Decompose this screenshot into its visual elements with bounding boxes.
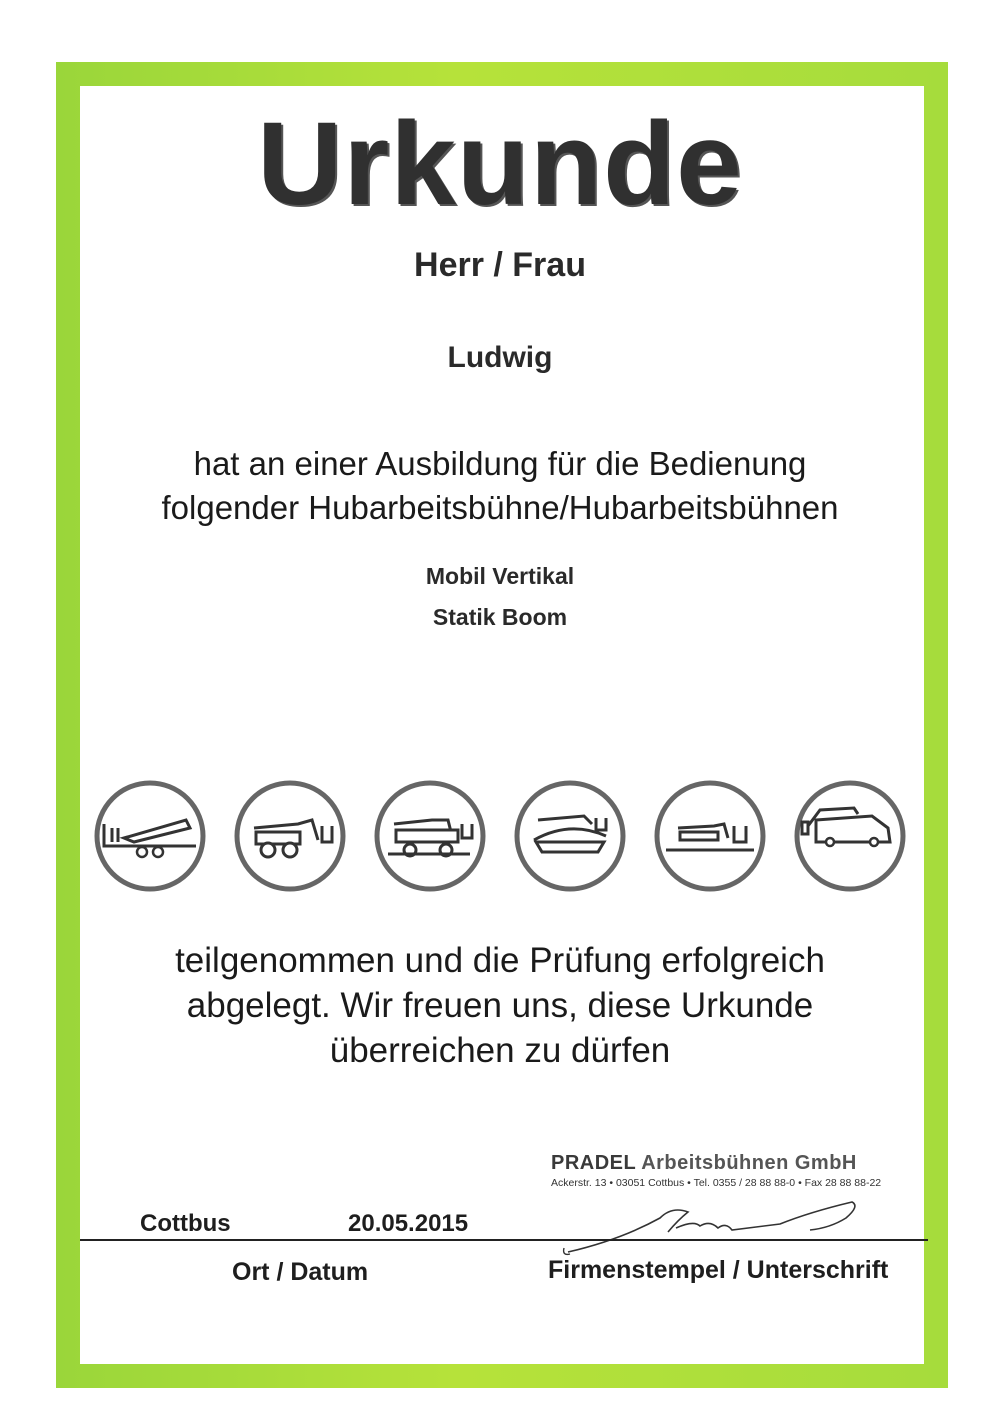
outro-line-3: überreichen zu dürfen	[329, 1031, 671, 1070]
platform-type-4-icon	[514, 780, 626, 892]
platform-type-5-icon	[654, 780, 766, 892]
platform-type-1-icon	[94, 780, 206, 892]
stamp-signature-label: Firmenstempel / Unterschrift	[548, 1256, 889, 1284]
salutation: Herr / Frau	[414, 246, 586, 284]
machine-type-1: Mobil Vertikal	[425, 563, 575, 589]
outro-line-2: abgelegt. Wir freuen uns, diese Urkunde	[186, 986, 814, 1025]
platform-type-3-icon	[374, 780, 486, 892]
company-suffix: Arbeitsbühnen GmbH	[641, 1152, 857, 1174]
certificate-title: Urkunde	[257, 98, 743, 230]
handwritten-signature	[560, 1192, 860, 1262]
outro-text	[0, 938, 1000, 1073]
place: Cottbus	[140, 1210, 231, 1237]
company-name: PRADEL	[551, 1152, 636, 1174]
machine-type-2: Statik Boom	[432, 604, 568, 630]
intro-line-2: folgender Hubarbeitsbühne/Hubarbeitsbühnen	[161, 489, 839, 526]
intro-text	[0, 442, 1000, 530]
intro-line-1: hat an einer Ausbildung für die Bedienung	[193, 445, 807, 482]
company-stamp-address: Ackerstr. 13 • 03051 Cottbus • Tel. 0355 / 28 88 88-0 • Fax 28 88 88-22	[551, 1177, 882, 1189]
platform-type-2-icon	[234, 780, 346, 892]
place-date-label: Ort / Datum	[232, 1258, 369, 1286]
platform-icons-row	[94, 780, 906, 892]
platform-type-6-icon	[794, 780, 906, 892]
recipient-name: Ludwig	[447, 341, 553, 374]
company-stamp-name	[551, 1152, 857, 1175]
date: 20.05.2015	[348, 1210, 469, 1237]
outro-line-1: teilgenommen und die Prüfung erfolgreich	[175, 941, 825, 980]
signature-line	[80, 1239, 928, 1241]
